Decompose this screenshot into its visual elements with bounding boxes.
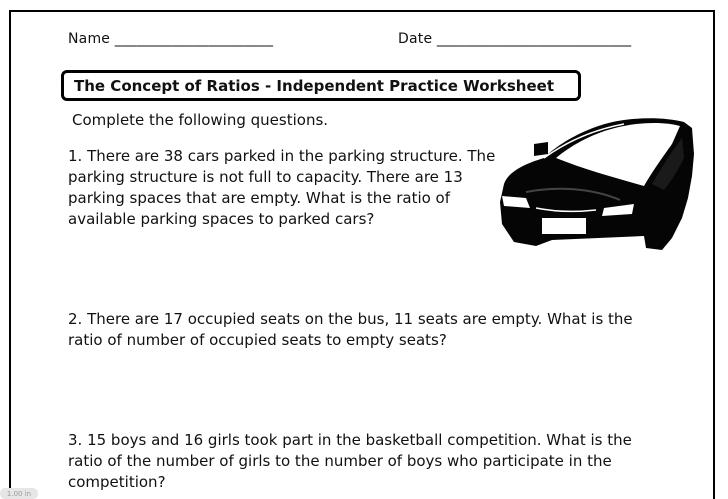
date-field-label: Date ___________________________ — [398, 31, 632, 47]
question-2 — [68, 309, 633, 351]
question-line: 3. 15 boys and 16 girls took part in the basketball competition. What is the — [68, 431, 632, 449]
worksheet-title: The Concept of Ratios - Independent Practice Worksheet — [74, 76, 554, 95]
question-line: ratio of number of occupied seats to empty seats? — [68, 331, 447, 349]
question-3 — [68, 430, 632, 493]
question-1 — [68, 146, 495, 230]
question-line: available parking spaces to parked cars? — [68, 210, 375, 228]
car-icon — [496, 114, 696, 254]
instructions-text: Complete the following questions. — [72, 111, 329, 129]
question-line: 2. There are 17 occupied seats on the bus, 11 seats are empty. What is the — [68, 310, 633, 328]
question-line: 1. There are 38 cars parked in the parking structure. The — [68, 147, 496, 165]
title-box — [61, 70, 581, 101]
zoom-indicator[interactable]: 1.00 in — [0, 488, 38, 499]
question-line: ratio of the number of girls to the number of boys who participate in the — [68, 452, 612, 470]
question-line: parking spaces that are empty. What is the ratio of — [68, 189, 451, 207]
question-line: competition? — [68, 473, 166, 491]
name-field-label: Name ______________________ — [68, 31, 274, 47]
question-line: parking structure is not full to capacity. There are 13 — [68, 168, 463, 186]
